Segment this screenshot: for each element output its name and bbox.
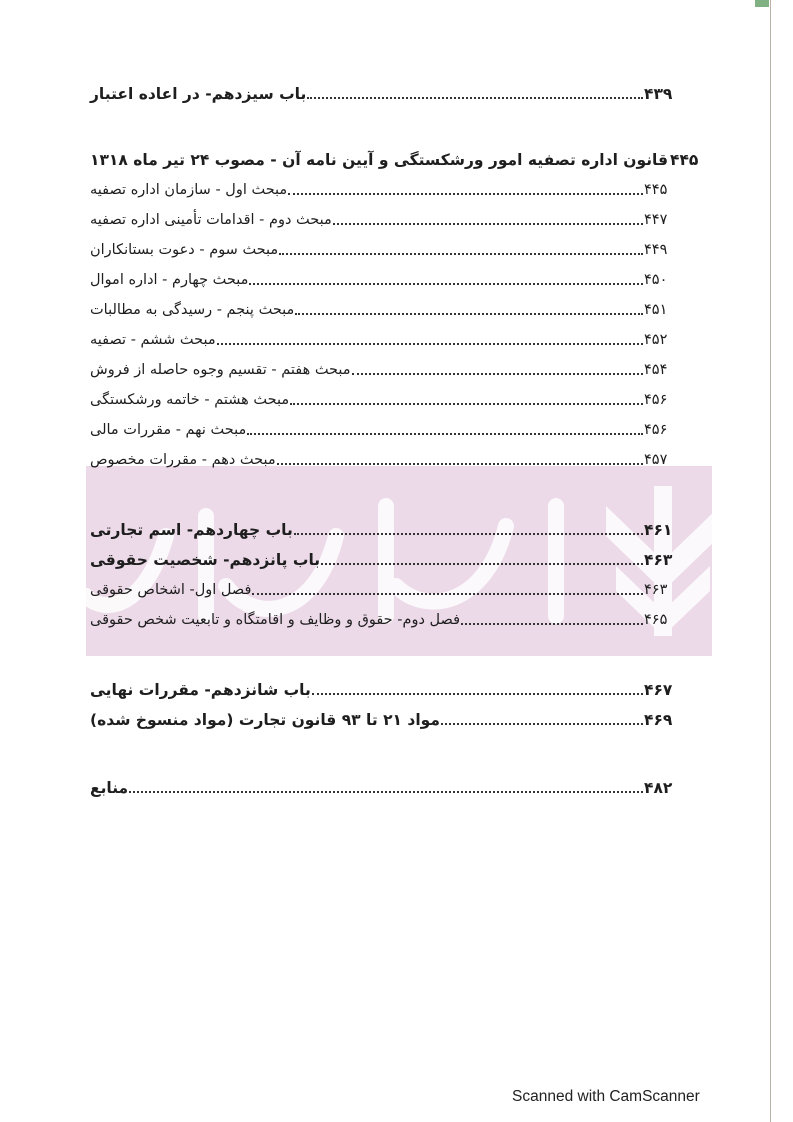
- toc-entry-title: باب پانزدهم- شخصیت حقوقی: [90, 551, 321, 569]
- toc-entry: [88, 170, 678, 200]
- page-edge-line: [770, 0, 771, 1122]
- toc-entry-page: ۴۶۳: [644, 582, 668, 598]
- toc-entry: [88, 380, 678, 410]
- toc-entry-page: ۴۵۰: [644, 272, 668, 288]
- toc-entry-title: قانون اداره تصفیه امور ورشکستگی و آیین نامه آن - مصوب ۲۴ تیر ماه ۱۳۱۸: [90, 151, 669, 169]
- toc-entry: [88, 440, 678, 470]
- toc-entry-leader: [461, 623, 643, 625]
- toc-entry: [88, 74, 678, 104]
- toc-entry-title: مبحث هفتم - تقسیم وجوه حاصله از فروش: [90, 362, 351, 378]
- toc-entry-title: مبحث ششم - تصفیه: [90, 332, 216, 348]
- toc-entry-page: ۴۵۷: [644, 452, 668, 468]
- toc-entry: [88, 510, 678, 540]
- toc-entry-title: مبحث سوم - دعوت بستانکاران: [90, 242, 279, 258]
- toc-entry: [88, 570, 678, 600]
- toc-entry-page: ۴۵۶: [644, 422, 668, 438]
- toc-entry-leader: [217, 343, 643, 345]
- toc-entry-title: مبحث نهم - مقررات مالی: [90, 422, 247, 438]
- scanner-footer-text: Scanned with CamScanner: [512, 1088, 700, 1105]
- toc-entry-leader: [277, 463, 643, 465]
- toc-entry-title: مبحث دوم - اقدامات تأمینی اداره تصفیه: [90, 212, 332, 228]
- toc-entry-leader: [129, 791, 643, 793]
- toc-entry-title: باب شانزدهم- مقررات نهایی: [90, 681, 311, 699]
- toc-entry-leader: [294, 533, 643, 535]
- toc-entry-title: باب چهاردهم- اسم تجارتی: [90, 521, 293, 539]
- toc-entry-page: ۴۴۵: [670, 151, 699, 169]
- toc-entry-page: ۴۶۷: [644, 681, 673, 699]
- toc-entry-page: ۴۴۵: [644, 182, 668, 198]
- toc-entry: [88, 290, 678, 320]
- toc-entry-page: ۴۸۲: [644, 779, 673, 797]
- toc-entry-title: مبحث چهارم - اداره اموال: [90, 272, 249, 288]
- toc-entry-page: ۴۵۴: [644, 362, 668, 378]
- toc-entry: [88, 140, 699, 170]
- toc-entry-title: باب سیزدهم- در اعاده اعتبار: [90, 85, 307, 103]
- toc-entry-page: ۴۶۹: [644, 711, 673, 729]
- toc-entry-page: ۴۵۱: [644, 302, 668, 318]
- toc-entry-title: فصل دوم- حقوق و وظایف و اقامتگاه و تابعیت شخص حقوقی: [90, 612, 461, 628]
- toc-entry: [88, 410, 678, 440]
- toc-entry-leader: [307, 97, 643, 99]
- toc-entry: [88, 670, 678, 700]
- toc-entry-leader: [252, 593, 643, 595]
- toc-entry: [88, 230, 678, 260]
- toc-entry-leader: [333, 223, 643, 225]
- toc-entry-page: ۴۴۹: [644, 242, 668, 258]
- toc-entry-title: مبحث اول - سازمان اداره تصفیه: [90, 182, 288, 198]
- toc-entry: [88, 260, 678, 290]
- toc-entry: [88, 600, 678, 630]
- toc-entry-leader: [249, 283, 643, 285]
- toc-entry-leader: [441, 723, 643, 725]
- toc-entry: [88, 540, 678, 570]
- toc-entry-page: ۴۶۵: [644, 612, 668, 628]
- toc-entry: [88, 320, 678, 350]
- toc-entry-title: مواد ۲۱ تا ۹۳ قانون تجارت (مواد منسوخ شده): [90, 711, 440, 729]
- toc-entry-page: ۴۶۱: [644, 521, 673, 539]
- toc-entry-page: ۴۳۹: [644, 85, 673, 103]
- toc-entry-page: ۴۴۷: [644, 212, 668, 228]
- toc-entry-leader: [288, 193, 643, 195]
- toc-entry-title: فصل اول- اشخاص حقوقی: [90, 582, 252, 598]
- toc-entry: [88, 200, 678, 230]
- toc-entry: [88, 768, 678, 798]
- toc-entry-leader: [295, 313, 643, 315]
- toc-entry: [88, 350, 678, 380]
- toc-entry-page: ۴۵۲: [644, 332, 668, 348]
- toc-entry-title: مبحث هشتم - خاتمه ورشکستگی: [90, 392, 290, 408]
- toc-entry-title: مبحث دهم - مقررات مخصوص: [90, 452, 276, 468]
- toc-entry-title: مبحث پنجم - رسیدگی به مطالبات: [90, 302, 295, 318]
- toc-entry-leader: [312, 693, 643, 695]
- toc-entry-leader: [247, 433, 643, 435]
- toc-entry-page: ۴۵۶: [644, 392, 668, 408]
- toc-entry-leader: [321, 563, 643, 565]
- page-edge-mark: [755, 0, 769, 7]
- toc-entry-title: منابع: [90, 779, 129, 797]
- toc-entry-leader: [352, 373, 643, 375]
- toc-entry: [88, 700, 678, 730]
- toc-entry-leader: [290, 403, 643, 405]
- toc-entry-leader: [279, 253, 643, 255]
- toc-entry-page: ۴۶۳: [644, 551, 673, 569]
